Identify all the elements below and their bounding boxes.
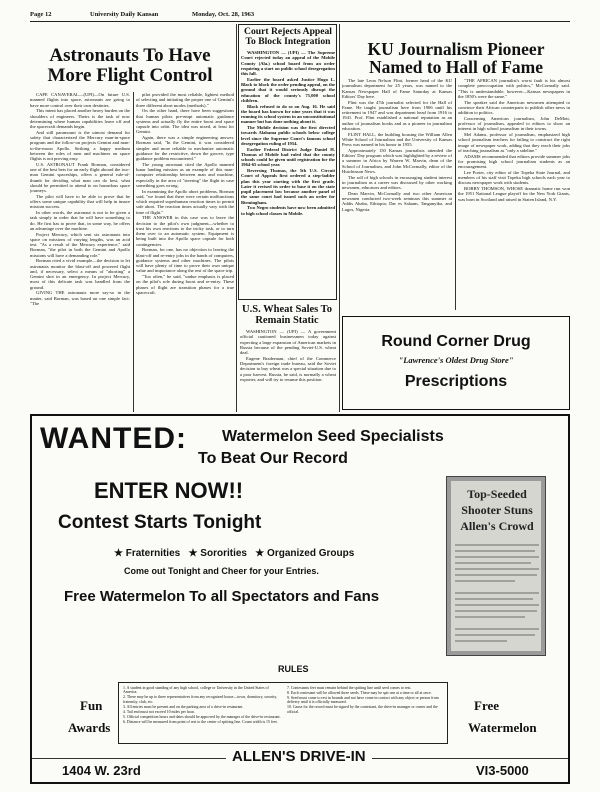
article-paragraph: Earlier Federal District Judge Daniel H. Thomas of Mobile had ruled that the county schools could be given until registration for the 1964-65 school year. [241,146,335,168]
drug-store-tagline: "Lawrence's Oldest Drug Store" [398,355,514,365]
article-paragraph: Borman cited a vivid example—the decision to let astronauts monitor the blast-off and powered flight and, if necessary, select a means of "aborting" a Gemini shot in an emergency. In project Mercury, most of this delicate task was handled from the ground. [30,258,130,290]
article-paragraph: Approximately 150 Kansas journalists attended the Editors' Day program which was highlighted by a review of a summer in Africa by Warren W. Marvin, dean of the School of Journalism, and John McCormally, editor of the Hutchinson News. [342,147,452,174]
article-paragraph: The young astronaut cited the Apollo manned lunar landing mission as an example of this man-computer relationship between man and machine, especially in the area of "steering" the flight in case something goes wrong. [136,161,234,188]
paper-name: University Daily Kansan [90,11,159,18]
ad-line-1: Watermelon Seed Specialists [222,428,444,445]
article-paragraph: Again, there was a simple engineering answer. Borman said, "In the Gemini, it was considered simpler and more reliable to mechanize automatic guidance for the restrictive, down the groove, type guidance problem encountered." [136,135,234,161]
column-rule [236,24,237,412]
column-rule [133,92,134,412]
ad-enter-now: ENTER NOW!! [94,478,244,503]
ad-phone: VI3-5000 [476,763,529,778]
article-paragraph: And still paramount is the utmost demand for safety that characterized the Mercury man-in-space program and the follow-on projects Gemini and man-to-the-moon Apollo. Striking a happy medium between the roles of men and machines on space flights is not proving easy. [30,129,130,161]
astronauts-headline: Astronauts To Have More Flight Control [47,45,213,86]
court-headline: Court Rejects Appeal To Block Integration [244,26,332,47]
journalism-col-2 [458,78,570,312]
rule-item: 10. Cause for the record must be signed by the contestant, the drive-in manager or owner and the official. [287,705,438,714]
page-folio [30,10,570,22]
article-paragraph: "Too often," he said, "undue emphasis is placed on the pilot's role during boost and re-entry. These phases of flight are transition phases for a true spacecraft. [136,274,234,295]
article-paragraph: CAPE CANAVERAL—(UPI)—On future U.S. manned flights into space, astronauts are going to have more control over their own destinies. [30,92,130,108]
rules-right-column [287,686,445,715]
rules-left-column [123,686,281,725]
column-rule [455,78,456,310]
rule-item: 6. Distance will be measured from point of rest to the center of spitting line. Count width is 15 feet. [123,719,278,724]
ad-awards: Awards [68,720,111,735]
article-paragraph: THE ANSWER in this case was to leave the decision to the pilot's own judgment—whether to trust his own reactions to the tricky task, or to turn them over to an automatic system. Equipment is being built into the Apollo space capsule for both contingencies. [136,215,234,247]
article-paragraph: pilot provided the most reliable, lightest method of selecting and initiating the proper one of Gemini's three different abort modes (methods)." [136,92,234,108]
page-number: Page 12 [30,11,52,18]
article-paragraph: On the other hand, there have been suggestions that human pilots pre-empt automatic guidance systems and actually fly the entire boost and space capsule into orbit. The idea was nixed, at least for Gemini. [136,108,234,135]
ad-wanted: WANTED: [40,422,187,455]
article-paragraph: In examining the Apollo abort problems, Borman said, "we found that there were certain malfunctions which required superhuman reaction times to permit safe abort. The reaction times actually vary with the time of flight." [136,188,234,215]
ad-address: 1404 W. 23rd [62,763,141,778]
article-paragraph: Project Mercury, which sent six astronauts into space on missions of varying lengths, was an acid test. "As a result of the Mercury experience," said Borman, "the pilot in both the Gemini and Apollo missions will have a demanding role." [30,231,130,258]
rule-item: 3. All entries must be present and on the parking area of a drive-in restaurant. [123,704,244,709]
clipping-illegible-text [455,541,539,649]
issue-date: Monday, Oct. 28, 1963 [192,11,255,18]
ad-groups: ★ Fraternities ★ Sororities ★ Organized Groups [114,548,355,559]
article-paragraph: BOBBY THOMSON, WHOSE dramatic home run won the 1951 National League playoff for the New York Giants, was born in Scotland and raised in Staten Island, N.Y. [458,186,570,202]
ad-come-out: Come out Tonight and Cheer for your Entries. [124,566,319,576]
article-paragraph: Black refused to do so on Aug. 16. He said the board has known for nine years that it was running its school system in an unconstitutional manner but has done nothing about it. [241,103,335,125]
clipping-headline-1: Top-Seeded [467,487,527,501]
wheat-headline: U.S. Wheat Sales To Remain Static [242,304,332,326]
rule-item: 7. Contestants feet must remain behind the spitting line until seed comes to rest. [287,686,412,690]
clipping-headline-3: Allen's Crowd [460,519,534,533]
astronauts-col-2 [136,92,234,414]
drug-store-ad [342,316,570,410]
article-paragraph: The speaker said the American newsmen attempted to convince their African counterparts to publish other news in addition to politics. [458,99,570,115]
rule-item: 8. Each contestant will be allowed three seeds. These may be spit one at a time or all at once. [287,691,432,695]
astronauts-col-1 [30,92,130,414]
article-paragraph: FLINT HALL, the building housing the William Allen White School of Journalism and the University of Kansas Press was named in his honor in 1955. [342,131,452,147]
article-paragraph: In other words, the astronaut is not to be given a task simply in order that he will have something to do. He first has to prove that, in some way, he offers an advantage over the machine. [30,210,130,231]
ad-fun: Fun [80,698,103,713]
rules-box [118,682,448,744]
clipping-headline-2: Shooter Stuns [461,503,533,517]
article-paragraph: U.S. ASTRONAUT Frank Borman, considered one of the best bets for an early flight aboard the two-man Gemini spaceships, offers a general rule-of-thumb for deciding what man can do best, what should be permitted to attend to on hazardous space journeys. [30,161,130,193]
journalism-col-1 [342,78,452,312]
article-paragraph: WASHINGTON — (UPI) — The Supreme Court rejected today an appeal of the Mobile County (Ala.) school board from an order requiring a start on public school desegregation this fall. [241,50,335,76]
article-paragraph: The late Leon Nelson Flint, former head of the KU journalism department for 25 years, was named to the Kansas Newspaper Hall of Fame Saturday at Kansas Editors' Day here. [342,78,452,99]
ad-contest: Contest Starts Tonight [58,512,262,533]
rule-item: 4. Tail end must not exceed 10 miles per hour. [123,709,195,714]
wheat-body [240,329,336,411]
article-paragraph: Borman, for one, has no objection to leaving the blast-off and re-entry jobs in the hands of computers, guidance systems and other machines. The pilots will have plenty of time to prove their own unique value and importance along the rest of the space trip. [136,247,234,274]
article-paragraph: Dean Marvin, McCormally and two other American newsmen conducted two-week seminars this summer at Addis Ababa, Ethiopia; Dar es Salaam, Tanganyika, and Lagos, Nigeria. [342,190,452,212]
article-paragraph: This intent has placed another heavy burden on the shoulders of engineers. Theirs is the task of now determining where human capabilities leave off and the spacecraft demands begin. [30,108,130,129]
article-paragraph: ADAMS recommended that editors provide summer jobs for promising high school journalism students as an encouragement. [458,153,570,169]
article-paragraph: Mel Adams, professor of journalism, emphasized high school journalism teachers for failing to construct the right image of newspaper work, adding that they reach their jobs of teaching journalism as "only a sideline." [458,132,570,153]
article-paragraph: The pilot will have to be able to prove that he offers some unique capability that will help in insure mission success. [30,193,130,210]
article-paragraph: WASHINGTON — (UPI) — A government official cautioned businessmen today against expecting a large expansion of American markets in Russia because of the pending Soviet-U.S. wheat deal. [240,329,336,355]
journalism-headline: KU Journalism Pioneer Named to Hall of Fame [367,39,545,77]
article-paragraph: Lee Porter, city editor of the Topeka State Journal, and members of his staff visit Topeka high schools each year to discuss newspaper work with students. [458,169,570,186]
column-rule [339,24,340,412]
court-body [241,50,335,298]
article-paragraph: "THE AFRICAN journalist's worst fault is his almost complete preoccupation with politics," McCormally said. "This is understandable, however—Kansas newspapers in the 1850's were the same." [458,78,570,99]
article-paragraph: GIVING THE astronauts more say-so in the matter, said Borman, was based on one simple fact: "The [30,290,130,306]
article-paragraph: The Mobile decision was the first directed towards Alabama public schools below college level since the Supreme Court's famous school desegregation ruling of 1954. [241,125,335,146]
ad-free: Free [474,698,500,713]
article-paragraph: Eugene Braderman, chief of the Commerce Department's foreign trade bureau, said the Soviet decision to buy wheat was a special situation due to a poor harvest. Russia, he said, is normally a wheat exporter, and will try to resume this position. [240,355,336,382]
article-paragraph: Concerning American journalism, John DeMott, professor of journalism, appealed to editors to show an interest in high school journalism in their towns. [458,115,570,132]
article-paragraph: Earlier the board asked Justice Hugo L. Black to block the order pending appeal, on the ground that it would seriously disrupt the education of the county's 75,000 school children. [241,76,335,103]
ad-venue: ALLEN'S DRIVE-IN [226,748,372,765]
drug-store-service: Prescriptions [404,373,508,390]
article-paragraph: Two Negro students have now been admitted to high school classes in Mobile. [241,205,335,216]
ad-watermelon: Watermelon [468,720,537,735]
rules-title: RULES [278,664,309,674]
article-paragraph: The roll of high schools in encouraging student interest in journalism as a career was discussed by other working newsmen, educators and editors. [342,174,452,190]
ad-free-watermelon: Free Watermelon To all Spectators and Fans [64,588,380,605]
rule-item: 5. Official competition hours and dates should be approved by the manager of the drive-in restaurant. [123,714,281,719]
rule-item: 2. There may be up to three representatives from any recognized house—town, dormitory, sorority, fraternity, club, etc. [123,695,278,704]
ad-line-2: To Beat Our Record [198,450,348,467]
rule-item: 9. Seed must come to rest in bounds and not have come in contact with any object or person from delivery until it is officially measured. [287,696,439,705]
rule-item: 1. A student in good standing of any high school, college or University in the United States of America. [123,686,269,695]
article-paragraph: Reversing Thomas, the 5th U.S. Circuit Court of Appeals first ordered a step-ladder plan this year starting with the first grade. Later it revised its order to base it on the state pupil placement law because another panel of the same court had issued such an order for Birmingham. [241,168,335,205]
drug-store-name: Round Corner Drug [381,333,531,350]
article-paragraph: Flint was the 47th journalist selected for the Hall of Fame. He taught journalism here from 1906 until his retirement in 1947 and was department head from 1916 to 1941. Prof. Flint established a national reputation as an author of journalism books and as a pioneer in journalism education. [342,99,452,131]
ad-newspaper-clipping [446,476,546,656]
